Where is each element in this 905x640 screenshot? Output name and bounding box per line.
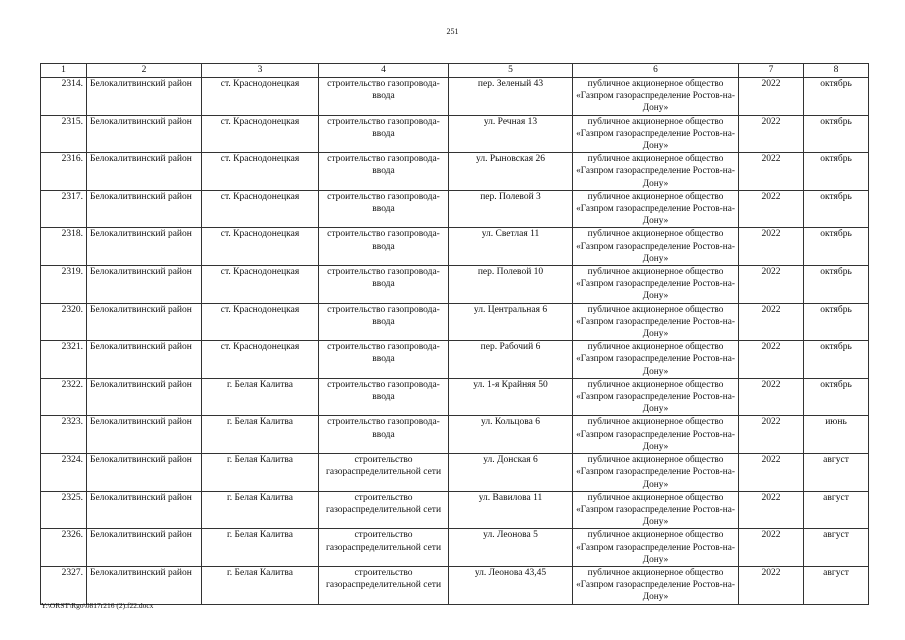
address-cell: пер. Полевой 3: [449, 190, 573, 228]
row-number-cell: 2314.: [41, 78, 87, 116]
settlement-cell: г. Белая Калитва: [202, 566, 319, 604]
month-cell: октябрь: [804, 153, 869, 191]
organization-cell: публичное акционерное общество «Газпром газораспределение Ростов-на-Дону»: [573, 115, 739, 153]
row-number-cell: 2316.: [41, 153, 87, 191]
district-cell: Белокалитвинский район: [87, 228, 202, 266]
column-header: 2: [87, 64, 202, 78]
organization-cell: публичное акционерное общество «Газпром газораспределение Ростов-на-Дону»: [573, 266, 739, 304]
work-type-cell: строительство газопровода-ввода: [319, 303, 449, 341]
month-cell: октябрь: [804, 115, 869, 153]
table-row: [41, 266, 869, 304]
district-cell: Белокалитвинский район: [87, 153, 202, 191]
table-row: [41, 303, 869, 341]
organization-cell: публичное акционерное общество «Газпром газораспределение Ростов-на-Дону»: [573, 491, 739, 529]
settlement-cell: ст. Краснодонецкая: [202, 190, 319, 228]
organization-cell: публичное акционерное общество «Газпром газораспределение Ростов-на-Дону»: [573, 341, 739, 379]
address-cell: пер. Полевой 10: [449, 266, 573, 304]
file-path-footer: Y:\ORST\Rgo\0817r216 (2).f22.docx: [41, 601, 154, 610]
work-type-cell: строительство газораспределительной сети: [319, 529, 449, 567]
year-cell: 2022: [739, 115, 804, 153]
settlement-cell: г. Белая Калитва: [202, 491, 319, 529]
row-number-cell: 2324.: [41, 454, 87, 492]
year-cell: 2022: [739, 529, 804, 567]
month-cell: октябрь: [804, 341, 869, 379]
month-cell: август: [804, 529, 869, 567]
table-row: [41, 190, 869, 228]
table-row: [41, 378, 869, 416]
year-cell: 2022: [739, 566, 804, 604]
month-cell: октябрь: [804, 78, 869, 116]
work-type-cell: строительство газопровода-ввода: [319, 341, 449, 379]
year-cell: 2022: [739, 416, 804, 454]
month-cell: октябрь: [804, 266, 869, 304]
work-type-cell: строительство газопровода-ввода: [319, 78, 449, 116]
row-number-cell: 2327.: [41, 566, 87, 604]
registry-table: [40, 63, 869, 605]
organization-cell: публичное акционерное общество «Газпром газораспределение Ростов-на-Дону»: [573, 228, 739, 266]
organization-cell: публичное акционерное общество «Газпром газораспределение Ростов-на-Дону»: [573, 566, 739, 604]
work-type-cell: строительство газопровода-ввода: [319, 266, 449, 304]
address-cell: ул. Донская 6: [449, 454, 573, 492]
month-cell: октябрь: [804, 228, 869, 266]
settlement-cell: ст. Краснодонецкая: [202, 78, 319, 116]
settlement-cell: ст. Краснодонецкая: [202, 115, 319, 153]
table-row: [41, 491, 869, 529]
year-cell: 2022: [739, 378, 804, 416]
column-number-row: [41, 64, 869, 78]
row-number-cell: 2322.: [41, 378, 87, 416]
row-number-cell: 2321.: [41, 341, 87, 379]
address-cell: пер. Зеленый 43: [449, 78, 573, 116]
work-type-cell: строительство газопровода-ввода: [319, 416, 449, 454]
table-row: [41, 416, 869, 454]
district-cell: Белокалитвинский район: [87, 454, 202, 492]
address-cell: ул. Кольцова 6: [449, 416, 573, 454]
table-row: [41, 529, 869, 567]
table-row: [41, 228, 869, 266]
district-cell: Белокалитвинский район: [87, 303, 202, 341]
district-cell: Белокалитвинский район: [87, 378, 202, 416]
work-type-cell: строительство газораспределительной сети: [319, 491, 449, 529]
address-cell: ул. Вавилова 11: [449, 491, 573, 529]
organization-cell: публичное акционерное общество «Газпром газораспределение Ростов-на-Дону»: [573, 303, 739, 341]
table-row: [41, 566, 869, 604]
work-type-cell: строительство газораспределительной сети: [319, 566, 449, 604]
district-cell: Белокалитвинский район: [87, 416, 202, 454]
year-cell: 2022: [739, 266, 804, 304]
month-cell: август: [804, 566, 869, 604]
work-type-cell: строительство газопровода-ввода: [319, 190, 449, 228]
organization-cell: публичное акционерное общество «Газпром газораспределение Ростов-на-Дону»: [573, 378, 739, 416]
column-header: 5: [449, 64, 573, 78]
district-cell: Белокалитвинский район: [87, 491, 202, 529]
address-cell: ул. 1-я Крайняя 50: [449, 378, 573, 416]
organization-cell: публичное акционерное общество «Газпром газораспределение Ростов-на-Дону»: [573, 454, 739, 492]
column-header: 4: [319, 64, 449, 78]
page-number: 251: [446, 27, 459, 36]
district-cell: Белокалитвинский район: [87, 566, 202, 604]
month-cell: июнь: [804, 416, 869, 454]
month-cell: октябрь: [804, 190, 869, 228]
settlement-cell: г. Белая Калитва: [202, 454, 319, 492]
address-cell: ул. Рыновская 26: [449, 153, 573, 191]
table-row: [41, 341, 869, 379]
table-row: [41, 78, 869, 116]
organization-cell: публичное акционерное общество «Газпром газораспределение Ростов-на-Дону»: [573, 190, 739, 228]
address-cell: ул. Речная 13: [449, 115, 573, 153]
table-row: [41, 454, 869, 492]
work-type-cell: строительство газопровода-ввода: [319, 153, 449, 191]
year-cell: 2022: [739, 491, 804, 529]
column-header: 3: [202, 64, 319, 78]
organization-cell: публичное акционерное общество «Газпром газораспределение Ростов-на-Дону»: [573, 416, 739, 454]
year-cell: 2022: [739, 78, 804, 116]
district-cell: Белокалитвинский район: [87, 115, 202, 153]
row-number-cell: 2323.: [41, 416, 87, 454]
row-number-cell: 2318.: [41, 228, 87, 266]
district-cell: Белокалитвинский район: [87, 78, 202, 116]
address-cell: ул. Леонова 5: [449, 529, 573, 567]
row-number-cell: 2320.: [41, 303, 87, 341]
district-cell: Белокалитвинский район: [87, 190, 202, 228]
work-type-cell: строительство газопровода-ввода: [319, 115, 449, 153]
work-type-cell: строительство газораспределительной сети: [319, 454, 449, 492]
month-cell: август: [804, 454, 869, 492]
settlement-cell: ст. Краснодонецкая: [202, 341, 319, 379]
organization-cell: публичное акционерное общество «Газпром газораспределение Ростов-на-Дону»: [573, 153, 739, 191]
work-type-cell: строительство газопровода-ввода: [319, 228, 449, 266]
year-cell: 2022: [739, 228, 804, 266]
table-row: [41, 115, 869, 153]
column-header: 6: [573, 64, 739, 78]
month-cell: август: [804, 491, 869, 529]
column-header: 7: [739, 64, 804, 78]
address-cell: ул. Леонова 43,45: [449, 566, 573, 604]
work-type-cell: строительство газопровода-ввода: [319, 378, 449, 416]
column-header: 8: [804, 64, 869, 78]
address-cell: ул. Светлая 11: [449, 228, 573, 266]
row-number-cell: 2325.: [41, 491, 87, 529]
year-cell: 2022: [739, 303, 804, 341]
row-number-cell: 2326.: [41, 529, 87, 567]
year-cell: 2022: [739, 153, 804, 191]
settlement-cell: ст. Краснодонецкая: [202, 266, 319, 304]
row-number-cell: 2317.: [41, 190, 87, 228]
row-number-cell: 2319.: [41, 266, 87, 304]
address-cell: пер. Рабочий 6: [449, 341, 573, 379]
settlement-cell: ст. Краснодонецкая: [202, 228, 319, 266]
year-cell: 2022: [739, 190, 804, 228]
month-cell: октябрь: [804, 303, 869, 341]
district-cell: Белокалитвинский район: [87, 341, 202, 379]
year-cell: 2022: [739, 454, 804, 492]
row-number-cell: 2315.: [41, 115, 87, 153]
organization-cell: публичное акционерное общество «Газпром газораспределение Ростов-на-Дону»: [573, 78, 739, 116]
district-cell: Белокалитвинский район: [87, 529, 202, 567]
district-cell: Белокалитвинский район: [87, 266, 202, 304]
settlement-cell: г. Белая Калитва: [202, 416, 319, 454]
organization-cell: публичное акционерное общество «Газпром газораспределение Ростов-на-Дону»: [573, 529, 739, 567]
address-cell: ул. Центральная 6: [449, 303, 573, 341]
settlement-cell: г. Белая Калитва: [202, 378, 319, 416]
month-cell: октябрь: [804, 378, 869, 416]
settlement-cell: ст. Краснодонецкая: [202, 303, 319, 341]
settlement-cell: ст. Краснодонецкая: [202, 153, 319, 191]
table-row: [41, 153, 869, 191]
settlement-cell: г. Белая Калитва: [202, 529, 319, 567]
column-header: 1: [41, 64, 87, 78]
year-cell: 2022: [739, 341, 804, 379]
